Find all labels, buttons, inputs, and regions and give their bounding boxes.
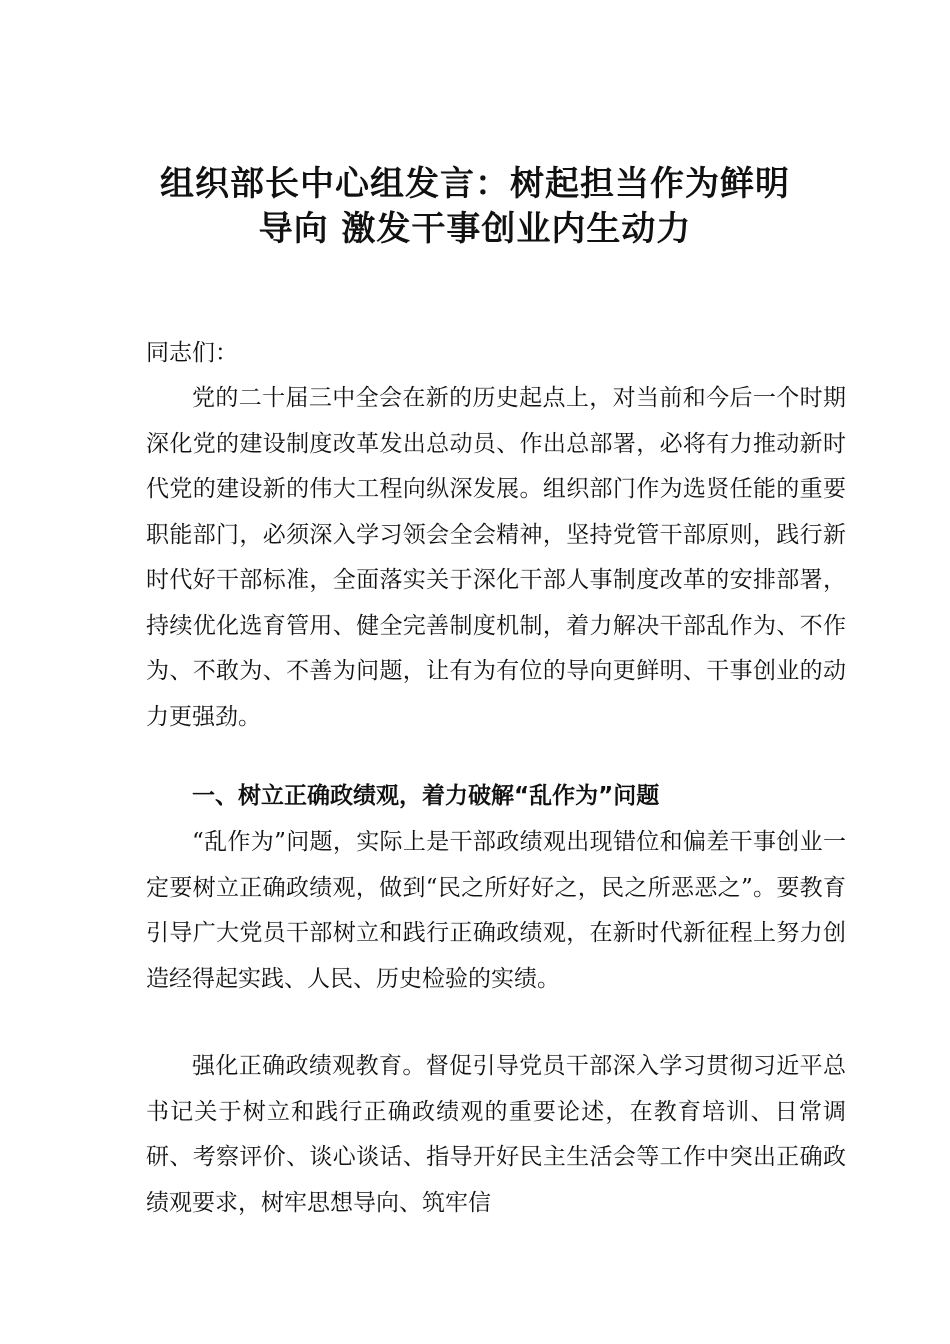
- document-title-line-1: 组织部长中心组发言：树起担当作为鲜明: [160, 164, 790, 204]
- section-1-paragraph-1: [146, 820, 846, 1002]
- paragraph-text: 党的二十届三中全会在新的历史起点上，对当前和今后一个时期深化党的建设制度改革发出总动员、作出总部署，必将有力推动新时代党的建设新的伟大工程向纵深发展。组织部门作为选贤任能的重要职能部门，必须深入学习领会全会精神，坚持党管干部原则，践行新时代好干部标准，全面落实关于深化干部人事制度改革的安排部署，持续优化选育管用、健全完善制度机制，着力解决干部乱作为、不作为、不敢为、不善为问题，让有为有位的导向更鲜明、干事创业的动力更强劲。: [146, 385, 846, 730]
- section-1-paragraph-2: [146, 1044, 846, 1226]
- section-heading-1: 一、树立正确政绩观，着力破解“乱作为”问题: [192, 783, 660, 809]
- salutation: 同志们：: [146, 340, 238, 366]
- paragraph-text: “乱作为”问题，实际上是干部政绩观出现错位和偏差干事创业一定要树立正确政绩观，做到“民之所好好之，民之所恶恶之”。要教育引导广大党员干部树立和践行正确政绩观，在新时代新征程上努力创造经得起实践、人民、历史检验的实绩。: [146, 829, 846, 992]
- intro-paragraph: [146, 376, 846, 740]
- paragraph-text: 强化正确政绩观教育。督促引导党员干部深入学习贯彻习近平总书记关于树立和践行正确政绩观的重要论述，在教育培训、日常调研、考察评价、谈心谈话、指导开好民主生活会等工作中突出正确政绩观要求，树牢思想导向、筑牢信: [146, 1053, 846, 1216]
- document-title-line-2: 导向 激发干事创业内生动力: [258, 209, 692, 249]
